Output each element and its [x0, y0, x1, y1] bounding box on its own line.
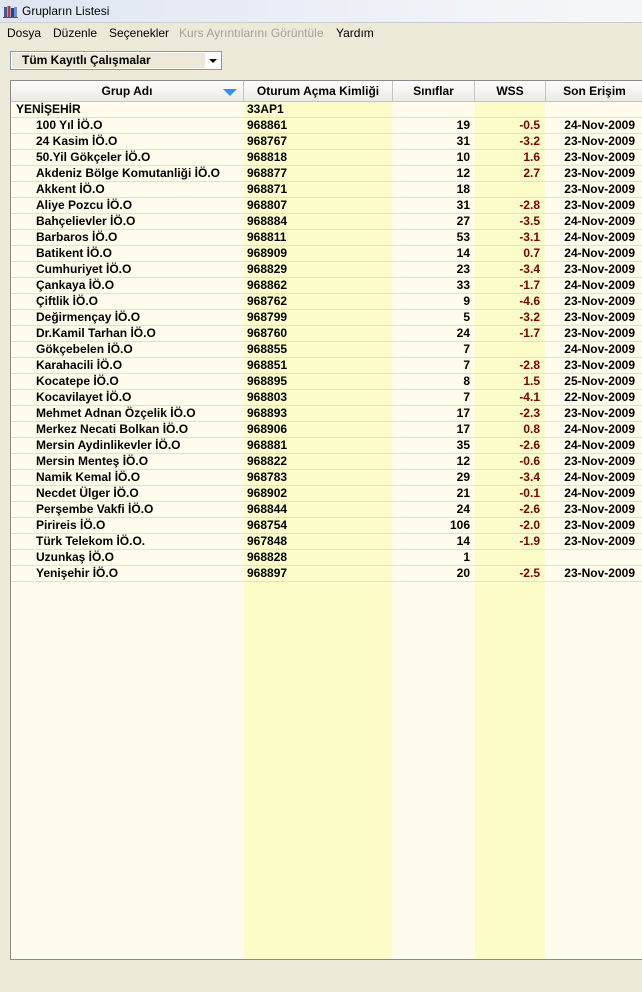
table-row[interactable] [11, 470, 642, 486]
wss-value: -2.8 [519, 198, 540, 212]
class-count: 7 [463, 358, 470, 372]
header-son-erisim[interactable]: Son Erişim [563, 84, 626, 98]
wss-value: -0.6 [519, 454, 540, 468]
class-count: 12 [456, 454, 470, 468]
session-id: 968762 [247, 294, 288, 308]
group-name: Pirireis İÖ.O [36, 518, 106, 532]
group-name: Necdet Ülger İÖ.O [36, 486, 139, 500]
table-row[interactable] [11, 246, 642, 262]
last-access: 24-Nov-2009 [564, 438, 635, 452]
session-id: 968855 [247, 342, 288, 356]
filter-selected-value: Tüm Kayıtlı Çalışmalar [12, 53, 205, 68]
wss-value: 0.7 [523, 246, 540, 260]
group-name: Aliye Pozcu İÖ.O [36, 198, 133, 212]
group-name: Cumhuriyet İÖ.O [36, 262, 132, 276]
menu-dosya[interactable]: Dosya [7, 26, 42, 40]
class-count: 53 [456, 230, 470, 244]
table-row[interactable] [11, 150, 642, 166]
table-row[interactable] [11, 326, 642, 342]
table-row[interactable] [11, 310, 642, 326]
group-name: Mersin Aydinlikevler İÖ.O [36, 438, 181, 452]
group-name: Mersin Menteş İÖ.O [36, 454, 149, 468]
session-id: 968754 [247, 518, 288, 532]
session-id: 968877 [247, 166, 288, 180]
table-row[interactable] [11, 566, 642, 582]
wss-value: -4.6 [519, 294, 540, 308]
table-row[interactable] [11, 454, 642, 470]
class-count: 29 [456, 470, 470, 484]
class-count: 31 [456, 134, 470, 148]
class-count: 7 [463, 390, 470, 404]
last-access: 24-Nov-2009 [564, 278, 635, 292]
table-row[interactable] [11, 342, 642, 358]
table-row[interactable] [11, 534, 642, 550]
group-name: Çiftlik İÖ.O [36, 294, 99, 308]
class-count: 24 [456, 502, 470, 516]
wss-value [475, 342, 545, 357]
table-row[interactable] [11, 358, 642, 374]
session-id: 968829 [247, 262, 288, 276]
last-access: 23-Nov-2009 [564, 534, 635, 548]
table-row[interactable] [11, 502, 642, 518]
table-row[interactable] [11, 390, 642, 406]
class-count: 1 [463, 550, 470, 564]
class-count: 106 [449, 518, 470, 532]
wss-value: -3.1 [519, 230, 540, 244]
group-name: Bahçelievler İÖ.O [36, 214, 136, 228]
wss-value: -1.7 [519, 278, 540, 292]
last-access: 23-Nov-2009 [564, 294, 635, 308]
session-id: 968783 [247, 470, 288, 484]
table-row[interactable] [11, 198, 642, 214]
table-row[interactable] [11, 294, 642, 310]
last-access [546, 550, 642, 565]
class-count: 21 [456, 486, 470, 500]
header-label: Grup Adı [101, 84, 153, 98]
class-count: 19 [456, 118, 470, 132]
group-name: Kocavilayet İÖ.O [36, 390, 132, 404]
group-name: Değirmençay İÖ.O [36, 310, 141, 324]
group-name: Kocatepe İÖ.O [36, 374, 119, 388]
session-id: 968897 [247, 566, 288, 580]
chevron-down-icon[interactable] [209, 59, 217, 63]
group-name: Mehmet Adnan Özçelik İÖ.O [36, 406, 196, 420]
session-id: 968844 [247, 502, 288, 516]
wss-value: -2.3 [519, 406, 540, 420]
session-id: 968902 [247, 486, 288, 500]
session-id: 968861 [247, 118, 288, 132]
filter-dropdown[interactable] [10, 51, 222, 70]
group-name: Karahacili İÖ.O [36, 358, 123, 372]
class-count: 12 [456, 166, 470, 180]
session-id: 968811 [247, 230, 287, 244]
last-access: 23-Nov-2009 [564, 310, 635, 324]
wss-value: -3.5 [519, 214, 540, 228]
class-count: 7 [463, 342, 470, 356]
table-row[interactable] [11, 230, 642, 246]
group-name: Yenişehir İÖ.O [36, 566, 119, 580]
last-access: 24-Nov-2009 [564, 230, 635, 244]
wss-value: -2.6 [519, 438, 540, 452]
table-row[interactable] [11, 166, 642, 182]
session-id: 968807 [247, 198, 288, 212]
table-row[interactable] [11, 374, 642, 390]
last-access: 23-Nov-2009 [564, 406, 635, 420]
wss-value: -0.1 [519, 486, 540, 500]
class-count: 24 [456, 326, 470, 340]
title-bar [0, 0, 642, 23]
table-row[interactable] [11, 486, 642, 502]
wss-value: -2.6 [519, 502, 540, 516]
last-access: 23-Nov-2009 [564, 182, 635, 196]
group-name: Çankaya İÖ.O [36, 278, 115, 292]
group-name: Akdeniz Bölge Komutanliği İÖ.O [36, 166, 221, 180]
session-id: 968862 [247, 278, 288, 292]
wss-value: 1.6 [523, 150, 540, 164]
session-id: 968884 [247, 214, 288, 228]
table-row-parent[interactable] [11, 102, 642, 118]
table-row[interactable] [11, 182, 642, 198]
header-siniflar[interactable]: Sınıflar [393, 81, 475, 101]
group-name: Gökçebelen İÖ.O [36, 342, 133, 356]
group-name: Batikent İÖ.O [36, 246, 113, 260]
class-count: 14 [456, 246, 470, 260]
session-id: 968822 [247, 454, 288, 468]
wss-value: 0.8 [523, 422, 540, 436]
wss-value [475, 182, 545, 197]
table-row[interactable] [11, 422, 642, 438]
class-count: 14 [456, 534, 470, 548]
class-count: 23 [456, 262, 470, 276]
last-access: 25-Nov-2009 [564, 374, 635, 388]
table-row[interactable] [11, 278, 642, 294]
session-id: 968881 [247, 438, 288, 452]
class-count: 17 [456, 406, 470, 420]
wss-value: -1.9 [519, 534, 540, 548]
wss-value: 2.7 [523, 166, 540, 180]
group-name: 100 Yıl İÖ.O [36, 118, 103, 132]
session-id: 968851 [247, 358, 288, 372]
menu-secenekler[interactable]: Seçenekler [109, 26, 170, 40]
session-id: 33AP1 [247, 102, 284, 116]
wss-value: -2.5 [519, 566, 540, 580]
class-count: 27 [456, 214, 470, 228]
last-access: 23-Nov-2009 [564, 150, 635, 164]
table-row[interactable] [11, 550, 642, 566]
table-body [11, 102, 642, 582]
table-row[interactable] [11, 518, 642, 534]
session-id: 968760 [247, 326, 288, 340]
group-name: Merkez Necati Bolkan İÖ.O [36, 422, 189, 436]
class-count: 35 [456, 438, 470, 452]
last-access: 23-Nov-2009 [564, 134, 635, 148]
menu-bar [0, 23, 642, 43]
session-id: 968803 [247, 390, 288, 404]
window-title: Grupların Listesi [22, 4, 110, 18]
header-wss[interactable]: WSS [475, 81, 546, 101]
class-count: 9 [463, 294, 470, 308]
last-access: 24-Nov-2009 [564, 342, 635, 356]
group-name: Perşembe Vakfi İÖ.O [36, 502, 154, 516]
group-name: Namik Kemal İÖ.O [36, 470, 141, 484]
wss-value: -2.8 [519, 358, 540, 372]
wss-value: -3.4 [519, 470, 540, 484]
table-row[interactable] [11, 438, 642, 454]
last-access: 23-Nov-2009 [564, 262, 635, 276]
session-id: 968828 [247, 550, 288, 564]
last-access: 24-Nov-2009 [564, 214, 635, 228]
last-access: 24-Nov-2009 [564, 246, 635, 260]
last-access: 24-Nov-2009 [564, 422, 635, 436]
last-access: 24-Nov-2009 [564, 470, 635, 484]
class-count: 33 [456, 278, 470, 292]
group-name: YENİŞEHİR [16, 102, 81, 116]
group-name: 24 Kasim İÖ.O [36, 134, 118, 148]
books-icon [3, 4, 18, 18]
group-name: Akkent İÖ.O [36, 182, 105, 196]
groups-table [10, 80, 642, 960]
class-count: 5 [463, 310, 470, 324]
wss-value: -3.4 [519, 262, 540, 276]
class-count: 17 [456, 422, 470, 436]
wss-value [475, 550, 545, 565]
last-access: 23-Nov-2009 [564, 454, 635, 468]
group-name: Türk Telekom İÖ.O. [36, 534, 146, 548]
wss-value: -3.2 [519, 310, 540, 324]
table-row[interactable] [11, 262, 642, 278]
table-header [11, 81, 642, 102]
menu-yardim[interactable]: Yardım [336, 26, 374, 40]
header-oturum-acma-kimligi[interactable]: Oturum Açma Kimliği [244, 81, 393, 101]
session-id: 968895 [247, 374, 288, 388]
last-access: 24-Nov-2009 [564, 486, 635, 500]
last-access: 23-Nov-2009 [564, 326, 635, 340]
header-grup-adi[interactable] [11, 81, 244, 101]
menu-duzenle[interactable]: Düzenle [53, 26, 98, 40]
class-count: 8 [463, 374, 470, 388]
table-row[interactable] [11, 406, 642, 422]
session-id: 968893 [247, 406, 288, 420]
last-access: 24-Nov-2009 [564, 118, 635, 132]
last-access: 23-Nov-2009 [564, 198, 635, 212]
session-id: 968767 [247, 134, 288, 148]
wss-value: -1.7 [519, 326, 540, 340]
class-count: 10 [456, 150, 470, 164]
last-access: 23-Nov-2009 [564, 566, 635, 580]
wss-value: -4.1 [519, 390, 540, 404]
table-row[interactable] [11, 118, 642, 134]
session-id: 968799 [247, 310, 288, 324]
last-access: 23-Nov-2009 [564, 358, 635, 372]
last-access: 23-Nov-2009 [564, 166, 635, 180]
group-name: Uzunkaş İÖ.O [36, 550, 115, 564]
session-id: 968871 [247, 182, 288, 196]
wss-value: -3.2 [519, 134, 540, 148]
wss-value: 1.5 [523, 374, 540, 388]
table-row[interactable] [11, 134, 642, 150]
table-row[interactable] [11, 214, 642, 230]
last-access: 22-Nov-2009 [564, 390, 635, 404]
session-id: 968818 [247, 150, 288, 164]
status-bar [0, 962, 642, 992]
class-count: 31 [456, 198, 470, 212]
group-name: 50.Yil Gökçeler İÖ.O [36, 150, 151, 164]
sort-descending-icon [223, 89, 237, 96]
wss-value: -0.5 [519, 118, 540, 132]
session-id: 967848 [247, 534, 288, 548]
last-access: 23-Nov-2009 [564, 502, 635, 516]
class-count: 20 [456, 566, 470, 580]
session-id: 968906 [247, 422, 288, 436]
session-id: 968909 [247, 246, 288, 260]
wss-value: -2.0 [519, 518, 540, 532]
menu-kurs-ayrintilari: Kurs Ayrıntılarını Görüntüle [179, 26, 324, 40]
group-name: Dr.Kamil Tarhan İÖ.O [36, 326, 156, 340]
group-name: Barbaros İÖ.O [36, 230, 118, 244]
class-count: 18 [456, 182, 470, 196]
last-access: 23-Nov-2009 [564, 518, 635, 532]
